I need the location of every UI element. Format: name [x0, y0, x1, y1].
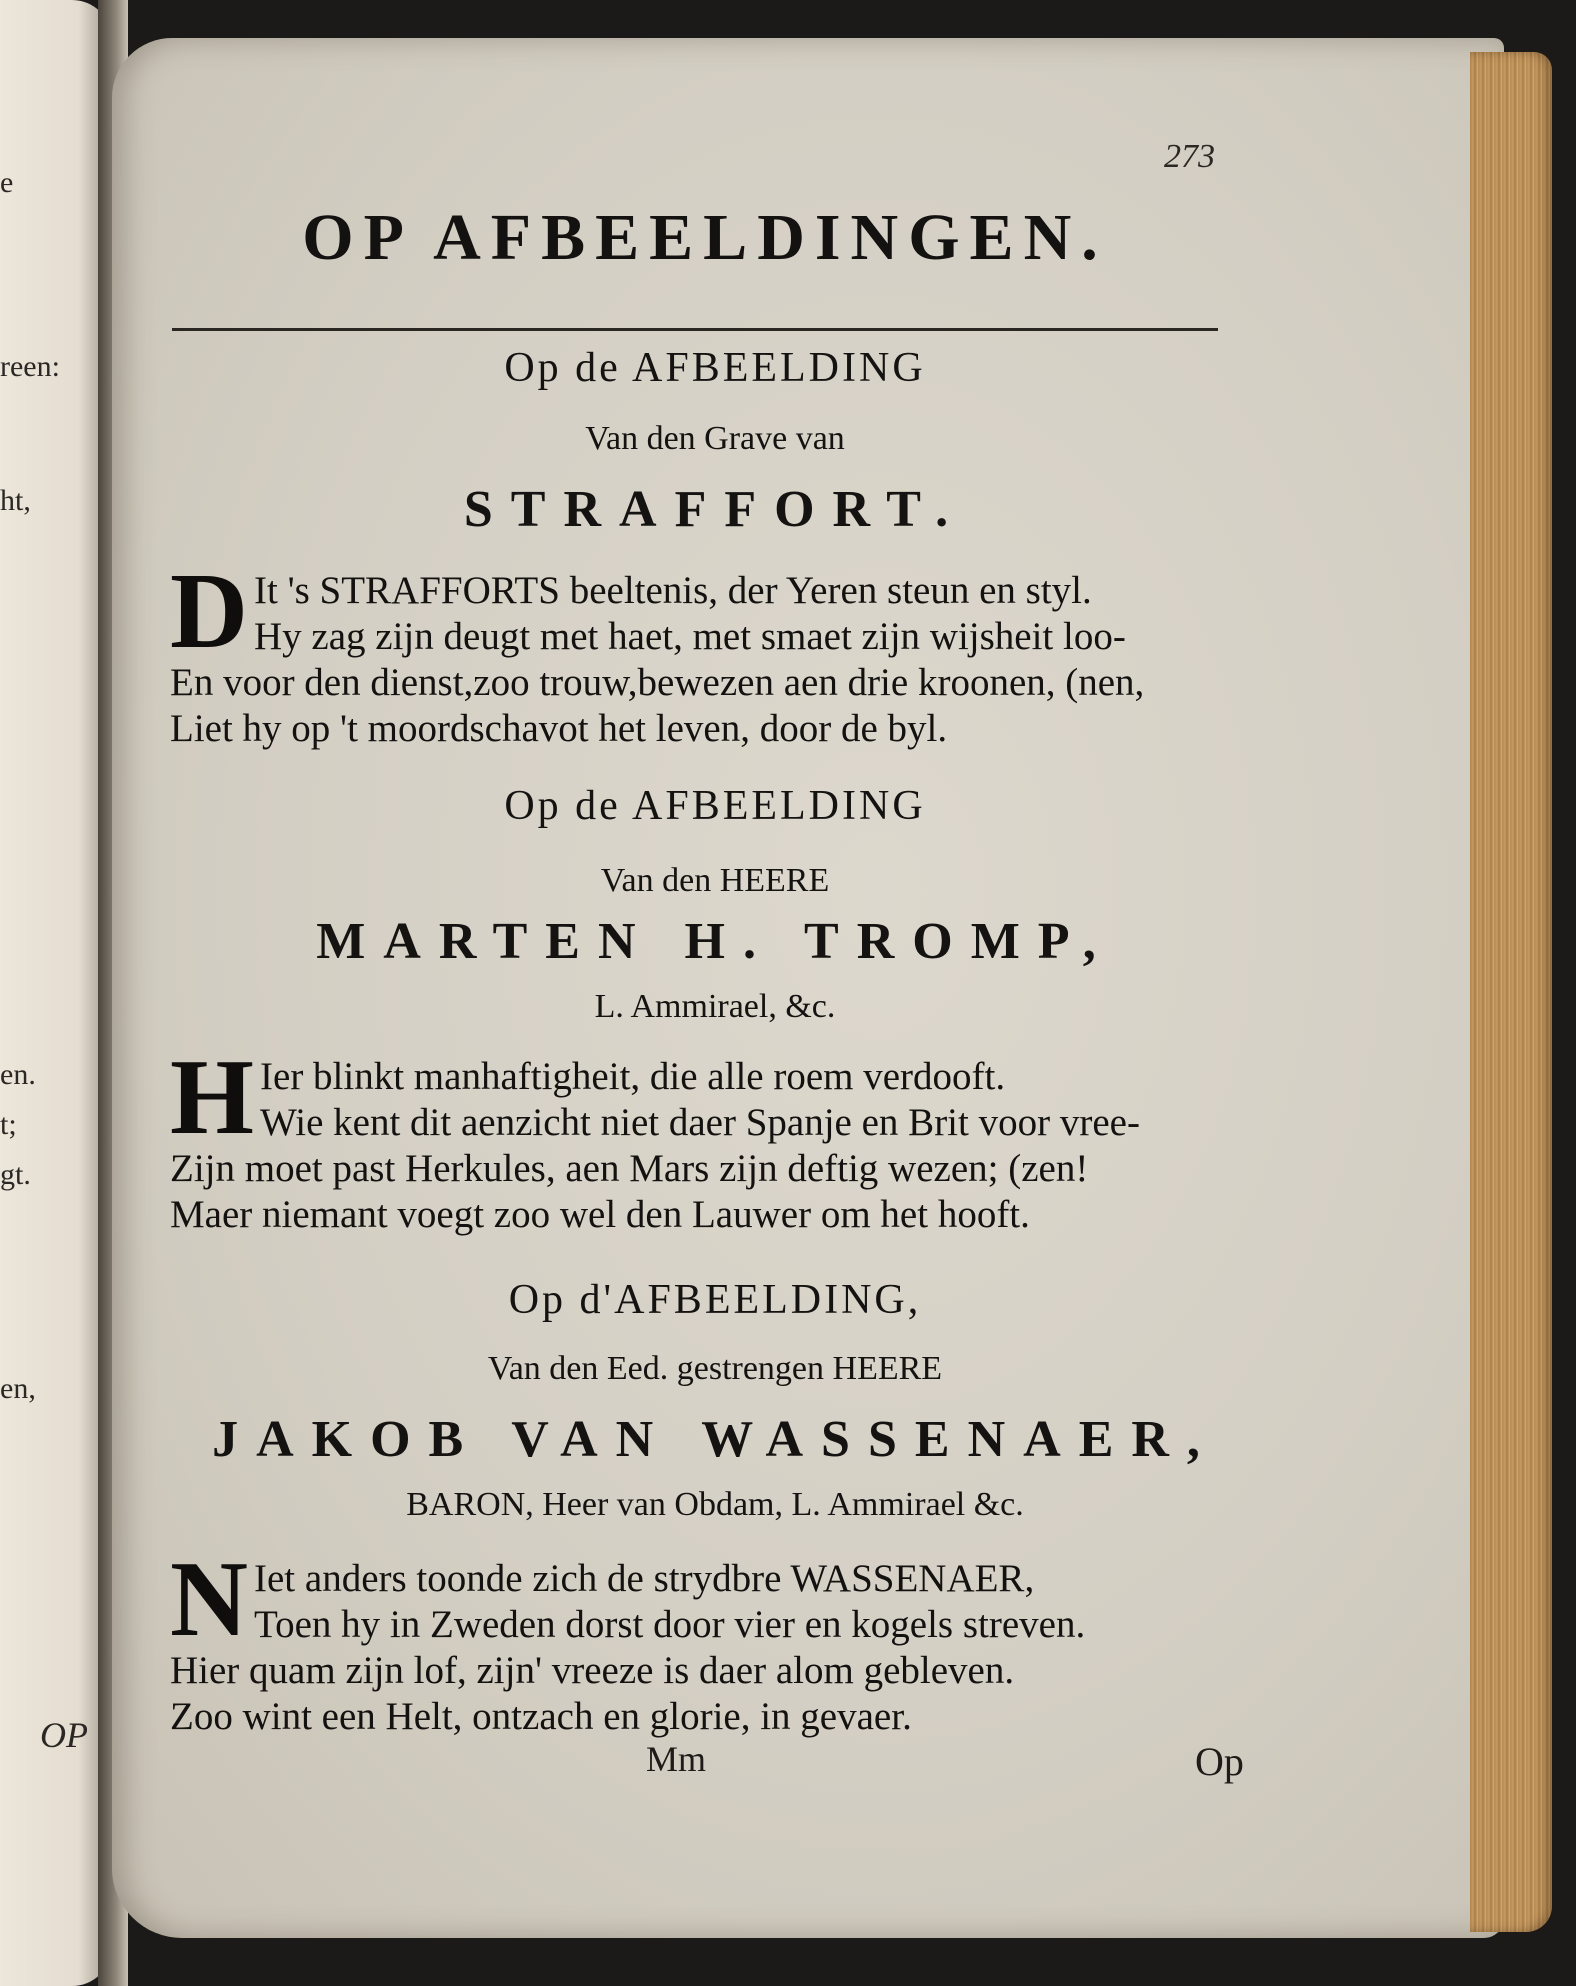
page-number: 273 [1164, 138, 1215, 175]
section-title: L. Ammirael, &c. [594, 988, 836, 1025]
verse-line: It 's STRAFFORTS beeltenis, der Yeren steun en styl. [254, 569, 1092, 612]
verse-line: Hier quam zijn lof, zijn' vreeze is daer alom gebleven. [170, 1649, 1015, 1692]
signature-mark: Mm [646, 1739, 707, 1779]
verse-line: Toen hy in Zweden dorst door vier en kogels streven. [254, 1603, 1086, 1646]
section-title: BARON, Heer van Obdam, L. Ammirael &c. [406, 1486, 1024, 1523]
running-head: OP AFBEELDINGEN. [302, 201, 1108, 274]
section-heading: Op de AFBEELDING [504, 783, 926, 829]
verse-line: Wie kent dit aenzicht niet daer Spanje en Brit voor vree- [260, 1101, 1140, 1144]
verse-line: Zijn moet past Herkules, aen Mars zijn deftig wezen; (zen! [170, 1147, 1089, 1190]
drop-cap: D [170, 552, 248, 671]
verse-line: Iet anders toonde zich de strydbre WASSENAER, [254, 1557, 1035, 1600]
left-fragment: t; [0, 1108, 17, 1141]
left-fragment: gt. [0, 1158, 31, 1191]
verse-line: En voor den dienst,zoo trouw,bewezen aen drie kroonen, (nen, [170, 661, 1145, 704]
verse-line: Hy zag zijn deugt met haet, met smaet zijn wijsheit loo- [254, 615, 1126, 658]
left-fragment: e [0, 166, 14, 199]
section-subheading: Van den HEERE [600, 862, 830, 899]
left-catchword: OP [40, 1715, 88, 1755]
left-fragment: reen: [0, 350, 60, 383]
catchword: Op [1195, 1739, 1244, 1784]
verse-block [170, 1540, 1290, 1740]
section-subheading: Van den Eed. gestrengen HEERE [487, 1350, 943, 1387]
verse-block [170, 1038, 1290, 1238]
verse-line: Liet hy op 't moordschavot het leven, door de byl. [170, 707, 948, 750]
section-name: JAKOB VAN WASSENAER, [212, 1411, 1218, 1468]
section-name: STRAFFORT. [463, 481, 967, 538]
verse-line: Ier blinkt manhaftigheit, die alle roem verdooft. [260, 1055, 1006, 1098]
drop-cap: N [170, 1540, 248, 1659]
verse-block [170, 552, 1290, 752]
section-heading: Op de AFBEELDING [504, 345, 926, 391]
verse-line: Zoo wint een Helt, ontzach en glorie, in gevaer. [170, 1695, 912, 1738]
header-rule [172, 328, 1218, 331]
section-name: MARTEN H. TROMP, [316, 913, 1114, 970]
left-fragment: ht, [0, 484, 31, 517]
left-fragment: en. [0, 1058, 36, 1091]
section-subheading: Van den Grave van [585, 420, 845, 457]
drop-cap: H [170, 1038, 255, 1157]
left-fragment: en, [0, 1372, 36, 1405]
verse-line: Maer niemant voegt zoo wel den Lauwer om het hooft. [170, 1193, 1030, 1236]
section-heading: Op d'AFBEELDING, [508, 1277, 922, 1323]
